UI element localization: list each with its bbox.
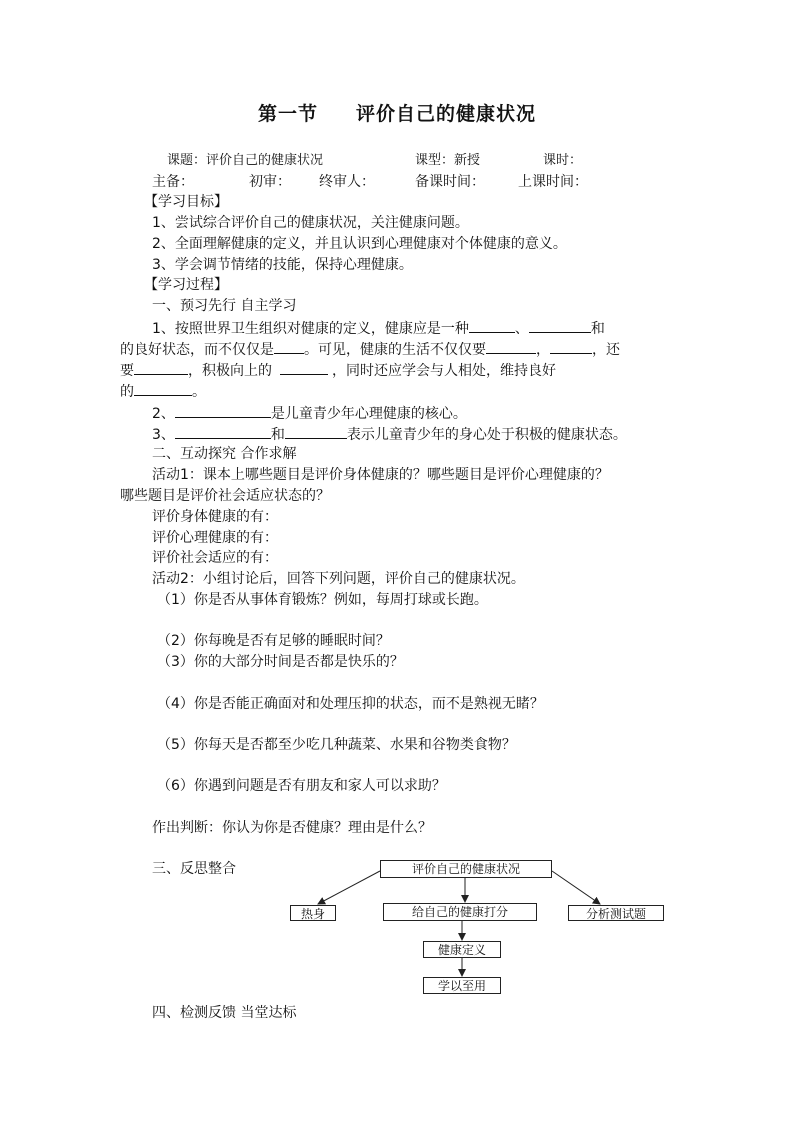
q1-text-h: 要 [120, 363, 134, 379]
q1-text-g: ，还 [592, 342, 620, 358]
activity1-line1: 活动1：课本上哪些题目是评价身体健康的？哪些题目是评价心理健康的？ [152, 467, 609, 483]
flow-step2-box: 健康定义 [423, 941, 501, 958]
arrow-root-left [318, 871, 380, 904]
q1-text-a: 1、按照世界卫生组织对健康的定义，健康应是一种 [152, 321, 469, 337]
meta-first-review: 初审： [249, 174, 291, 190]
q1-text-e: 。可见，健康的生活不仅仅要 [304, 342, 486, 358]
meta-final-review: 终审人： [319, 174, 375, 190]
q1-text-b: 、 [514, 321, 529, 337]
q3-text-a: 3、 [152, 427, 175, 443]
eval-mind: 评价心理健康的有： [152, 530, 278, 546]
flow-step3-box: 学以至用 [423, 977, 501, 994]
part3-heading: 三、反思整合 [152, 861, 236, 877]
q3-text-c: 表示儿童青少年的身心处于积极的健康状态。 [346, 427, 627, 443]
lesson-name: 评价自己的健康状况 [356, 103, 537, 125]
q2-text-b: 是儿童青少年心理健康的核心。 [270, 406, 467, 422]
eval-body: 评价身体健康的有： [152, 509, 278, 525]
part2-heading: 二、互动探究 合作求解 [152, 446, 297, 462]
judgement: 作出判断：你认为你是否健康？理由是什么？ [152, 820, 432, 836]
flow-left-box: 热身 [290, 905, 336, 921]
meta-class-time: 上课时间： [518, 174, 588, 190]
arrow-root-right [552, 871, 600, 904]
part1-heading: 一、预习先行 自主学习 [152, 298, 297, 314]
goal-item-1: 1、尝试综合评价自己的健康状况，关注健康问题。 [152, 215, 469, 231]
q3-text-b: 和 [270, 427, 285, 443]
question-1: （1）你是否从事体育锻炼？例如，每周打球或长跑。 [157, 592, 488, 608]
goals-heading: 【学习目标】 [144, 194, 228, 210]
meta-prep-time: 备课时间： [415, 174, 485, 190]
meta-type: 课型：新授 [415, 153, 481, 168]
q1-text-c: 和 [590, 321, 605, 337]
goal-item-2: 2、全面理解健康的定义，并且认识到心理健康对个体健康的意义。 [152, 236, 567, 252]
q1-text-l: 。 [192, 384, 206, 400]
process-heading: 【学习过程】 [144, 277, 228, 293]
activity2: 活动2：小组讨论后，回答下列问题，评价自己的健康状况。 [152, 571, 525, 587]
q1-text-d: 的良好状态，而不仅仅是 [120, 342, 274, 358]
section-number: 第一节 [257, 103, 318, 125]
q1-text-j: ，同时还应学会与人相处，维持良好 [332, 363, 556, 379]
question-5: （5）你每天是否都至少吃几种蔬菜、水果和谷物类食物？ [157, 737, 516, 753]
flow-root-box: 评价自己的健康状况 [380, 860, 552, 878]
flow-right-box: 分析测试题 [568, 905, 664, 921]
meta-main-prep: 主备： [152, 174, 194, 190]
question-4: （4）你是否能正确面对和处理压抑的状态，而不是熟视无睹？ [157, 696, 544, 712]
meta-topic: 课题：评价自己的健康状况 [167, 153, 324, 168]
goal-item-3: 3、学会调节情绪的技能，保持心理健康。 [152, 257, 413, 273]
meta-hours: 课时： [543, 153, 583, 168]
activity1-line2: 哪些题目是评价社会适应状态的？ [120, 488, 330, 504]
eval-social: 评价社会适应的有： [152, 550, 278, 566]
q1-text-k: 的 [120, 384, 134, 400]
flow-middle-box: 给自己的健康打分 [383, 903, 537, 921]
q1-text-i: ，积极向上的 [188, 363, 272, 379]
question-3: （3）你的大部分时间是否都是快乐的？ [157, 654, 404, 670]
question-6: （6）你遇到问题是否有朋友和家人可以求助？ [157, 778, 446, 794]
part4-heading: 四、检测反馈 当堂达标 [152, 1005, 297, 1021]
q2-text-a: 2、 [152, 406, 175, 422]
question-2: （2）你每晚是否有足够的睡眠时间？ [157, 633, 390, 649]
q1-text-f: ， [536, 342, 550, 358]
